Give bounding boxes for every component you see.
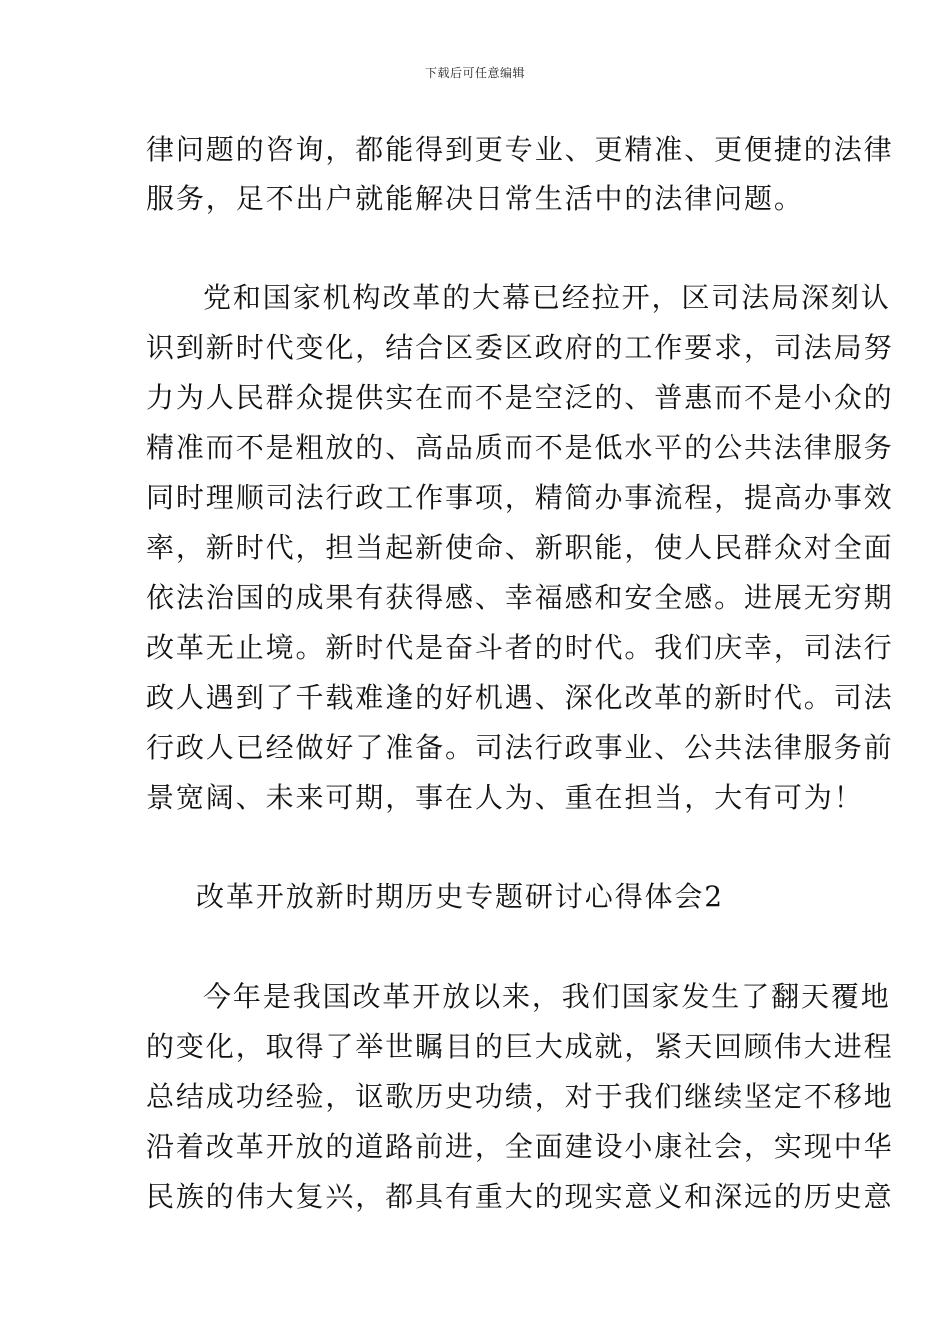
paragraph-2-line-5: 同时理顺司法行政工作事项，精简办事流程，提高办事效 bbox=[146, 481, 894, 514]
paragraph-2-line-3: 力为人民群众提供实在而不是空泛的、普惠而不是小众的 bbox=[146, 381, 894, 414]
paragraph-1-line-1: 律问题的咨询，都能得到更专业、更精准、更便捷的法律 bbox=[146, 133, 894, 166]
paragraph-2-line-6: 率，新时代，担当起新使命、新职能，使人民群众对全面 bbox=[146, 531, 894, 564]
paragraph-2-line-1: 党和国家机构改革的大幕已经拉开，区司法局深刻认 bbox=[203, 281, 891, 314]
paragraph-2-line-4: 精准而不是粗放的、高品质而不是低水平的公共法律服务 bbox=[146, 431, 894, 464]
paragraph-3-line-3: 总结成功经验，讴歌历史功绩，对于我们继续坚定不移地 bbox=[146, 1080, 894, 1113]
paragraph-2-line-2: 识到新时代变化，结合区委区政府的工作要求，司法局努 bbox=[146, 331, 894, 364]
paragraph-2-line-9: 政人遇到了千载难逢的好机遇、深化改革的新时代。司法 bbox=[146, 681, 894, 714]
paragraph-3-line-2: 的变化，取得了举世瞩目的巨大成就，紧天回顾伟大进程 bbox=[146, 1030, 894, 1063]
paragraph-3-line-5: 民族的伟大复兴，都具有重大的现实意义和深远的历史意 bbox=[146, 1180, 894, 1213]
paragraph-2-line-11: 景宽阔、未来可期，事在人为、重在担当，大有可为！ bbox=[146, 781, 864, 814]
paragraph-2-line-8: 改革无止境。新时代是奋斗者的时代。我们庆幸，司法行 bbox=[146, 631, 894, 664]
paragraph-3-line-1: 今年是我国改革开放以来，我们国家发生了翻天覆地 bbox=[203, 980, 891, 1013]
page-header-note: 下载后可任意编辑 bbox=[424, 66, 525, 80]
paragraph-2-line-7: 依法治国的成果有获得感、幸福感和安全感。进展无穷期 bbox=[146, 581, 894, 614]
paragraph-3-line-4: 沿着改革开放的道路前进，全面建设小康社会，实现中华 bbox=[146, 1130, 894, 1163]
section-heading: 改革开放新时期历史专题研讨心得体会2 bbox=[196, 880, 725, 913]
paragraph-1-line-2: 服务，足不出户就能解决日常生活中的法律问题。 bbox=[146, 182, 804, 215]
paragraph-2-line-10: 行政人已经做好了准备。司法行政事业、公共法律服务前 bbox=[146, 731, 894, 764]
